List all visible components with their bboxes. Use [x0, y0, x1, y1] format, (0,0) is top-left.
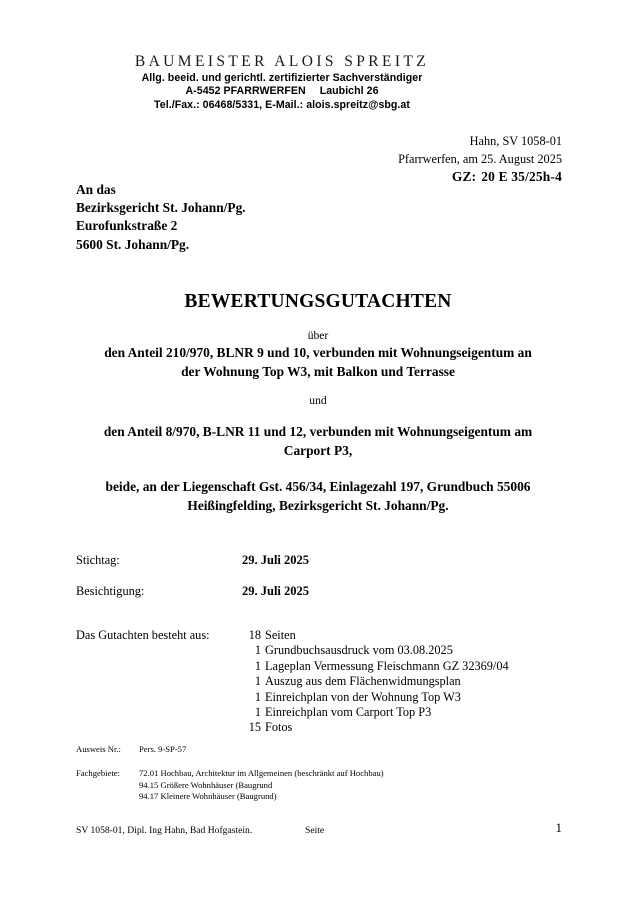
contents-item	[242, 643, 509, 658]
contents-item-text: Seiten	[265, 628, 296, 642]
document-meta	[398, 133, 562, 186]
contents-item-text: Grundbuchsausdruck vom 03.08.2025	[265, 643, 453, 658]
contents-item-text: Lageplan Vermessung Fleischmann GZ 32369/04	[265, 658, 509, 673]
contents-item-text: Fotos	[265, 720, 293, 735]
subject-item-1-line-1: den Anteil 210/970, BLNR 9 und 10, verbunden mit Wohnungseigentum an	[104, 345, 532, 360]
fachgebiete-item: 94.15 Größere Wohnhäuser (Baugrund	[139, 779, 273, 790]
subject-item-1	[72, 344, 564, 381]
contents-list	[242, 628, 509, 736]
contents-item-count: 1	[254, 643, 261, 658]
ausweis-value: Pers. 9-SP-57	[139, 744, 187, 754]
firm-address-street: Laubichl 26	[319, 85, 379, 98]
place-and-date: Pfarrwerfen, am 25. August 2025	[398, 151, 562, 166]
stichtag-label: Stichtag:	[76, 553, 120, 567]
contents-item	[242, 628, 509, 643]
contents-item-count: 15	[248, 720, 261, 735]
besichtigung-label: Besichtigung:	[76, 584, 145, 598]
footer-author: SV 1058-01, Dipl. Ing Hahn, Bad Hofgastein.	[76, 825, 253, 836]
subject-conjunction: und	[309, 394, 327, 407]
contents-item-count: 18	[248, 628, 261, 642]
contents-item	[242, 720, 509, 735]
contents-label: Das Gutachten besteht aus:	[76, 628, 210, 642]
fachgebiete-label: Fachgebiete:	[76, 768, 120, 778]
contents-item	[242, 705, 509, 720]
firm-address-city: A-5452 PFARRWERFEN	[185, 85, 306, 98]
fachgebiete-row	[76, 768, 384, 803]
recipient-line-2: Bezirksgericht St. Johann/Pg.	[76, 200, 246, 216]
subject-item-2	[72, 423, 564, 460]
contents-item-text: Auszug aus dem Flächenwidmungsplan	[265, 674, 461, 689]
recipient-line-3: Eurofunkstraße 2	[76, 218, 178, 234]
firm-contact: Tel./Fax.: 06468/5331, E-Mail.: alois.spreitz@sbg.at	[154, 98, 410, 111]
footer-page-number: 1	[555, 820, 562, 835]
contents-item-text: Einreichplan vom Carport Top P3	[265, 705, 432, 720]
stichtag-row	[76, 552, 546, 568]
subject-item-3	[72, 478, 564, 515]
subject-item-3-line-1: beide, an der Liegenschaft Gst. 456/34, Einlagezahl 197, Grundbuch 55006	[105, 479, 531, 494]
contents-item	[242, 690, 509, 705]
file-number-label: GZ:	[451, 169, 477, 184]
file-number	[398, 168, 562, 186]
contents-item	[242, 674, 509, 689]
subject-item-1-line-2: der Wohnung Top W3, mit Balkon und Terrasse	[181, 363, 455, 379]
contents-section	[76, 628, 509, 736]
subject-preposition: über	[307, 329, 329, 342]
recipient-line-1: An das	[76, 182, 116, 197]
subject-item-3-line-2: Heißingfelding, Bezirksgericht St. Johann/Pg.	[187, 497, 449, 513]
ausweis-row	[76, 744, 186, 756]
besichtigung-value: 29. Juli 2025	[242, 584, 310, 598]
contents-item-count: 1	[254, 674, 261, 689]
letterhead	[76, 52, 488, 112]
fachgebiete-item: 94.17 Kleinere Wohnhäuser (Baugrund)	[139, 791, 277, 802]
besichtigung-row	[76, 583, 546, 599]
subject-item-2-line-2: Carport P3,	[283, 442, 353, 458]
fachgebiete-item: 72.01 Hochbau, Architektur im Allgemeinen (beschränkt auf Hochbau)	[139, 768, 384, 778]
subject-item-2-line-1: den Anteil 8/970, B-LNR 11 und 12, verbunden mit Wohnungseigentum am	[103, 424, 533, 439]
firm-qualification: Allg. beeid. und gerichtl. zertifizierter Sachverständiger	[141, 72, 423, 84]
fachgebiete-list	[139, 768, 384, 803]
file-number-value: 20 E 35/25h-4	[481, 169, 562, 184]
contents-item-count: 1	[254, 705, 261, 720]
contents-item-count: 1	[254, 658, 261, 673]
author-reference: Hahn, SV 1058-01	[469, 134, 562, 148]
contents-item	[242, 659, 509, 674]
stichtag-value: 29. Juli 2025	[242, 553, 310, 567]
contents-item-text: Einreichplan von der Wohnung Top W3	[265, 689, 461, 704]
contents-item-count: 1	[254, 689, 261, 704]
recipient-line-4: 5600 St. Johann/Pg.	[76, 236, 190, 252]
firm-address	[76, 85, 488, 98]
page-title: BEWERTUNGSGUTACHTEN	[184, 291, 452, 312]
recipient-address	[76, 181, 246, 254]
firm-name: BAUMEISTER ALOIS SPREITZ	[134, 53, 430, 70]
ausweis-label: Ausweis Nr.:	[76, 744, 121, 754]
footer-page-label: Seite	[305, 825, 325, 836]
